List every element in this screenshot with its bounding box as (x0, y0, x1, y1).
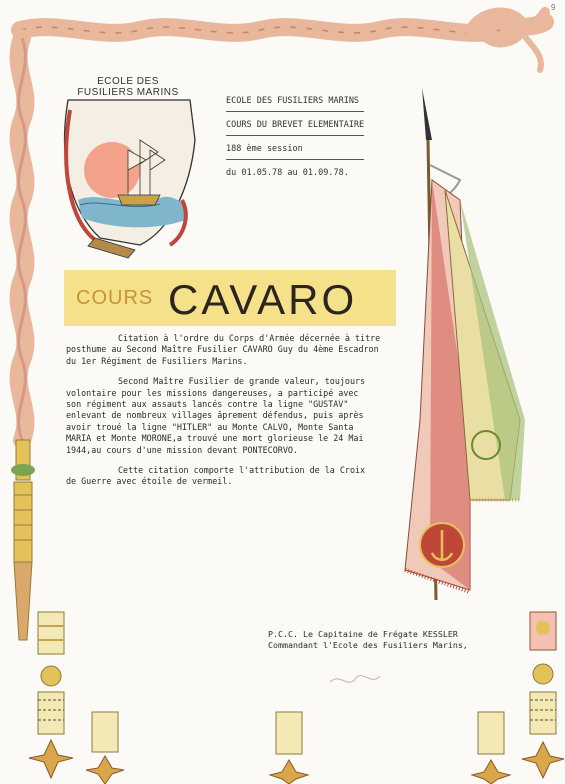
header-course: COURS DU BREVET ELEMENTAIRE (226, 118, 364, 136)
citation-paragraph-3: Cette citation comporte l'attribution de la Croix de Guerre avec étoile de vermeil. (66, 465, 366, 487)
school-emblem-icon (65, 100, 195, 258)
citation-text (66, 333, 416, 497)
header-dates: du 01.05.78 au 01.09.78. (226, 168, 349, 178)
banner-prefix: COURS (76, 287, 154, 309)
signature-block (268, 629, 508, 651)
citation-paragraph-2: Second Maître Fusilier de grande valeur, toujours volontaire pour les missions dangereuses, a participé avec son régiment aux assauts lancés contre la ligne "GUSTAV" enlevant de nombreux villages âprement défendus, puis après avoir troué la ligne "HITLER" au Monte CALVO, Monte Santa MARIA et Monte MORONE,a trouvé une mort glorieuse le 24 Mai 1944,au cours d'une mission devant PONTECORVO. (66, 376, 366, 455)
handwritten-signature-icon (330, 676, 380, 683)
emblem-line-2: FUSILIERS MARINS (77, 87, 179, 98)
emblem-label (64, 76, 192, 98)
header-block (226, 94, 364, 189)
citation-paragraph-1: Citation à l'ordre du Corps d'Armée décernée à titre posthume au Second Maître Fusilier CAVARO Guy du 4ème Escadron du 1er Régiment de Fusiliers Marins. (66, 333, 381, 366)
header-school: ECOLE DES FUSILIERS MARINS (226, 94, 364, 112)
staff-tassel-icon (11, 440, 35, 640)
regimental-flag-icon (405, 88, 525, 600)
course-banner (64, 270, 396, 326)
signature-line-1: P.C.C. Le Capitaine de Frégate KESSLER (268, 629, 458, 639)
banner-name: CAVARO (168, 276, 358, 323)
signature-line-2: Commandant l'Ecole des Fusiliers Marins, (268, 640, 468, 650)
header-session: 188 ème session (226, 142, 364, 160)
page-number: 9 (551, 3, 556, 12)
emblem-line-1: ECOLE DES (97, 76, 159, 87)
